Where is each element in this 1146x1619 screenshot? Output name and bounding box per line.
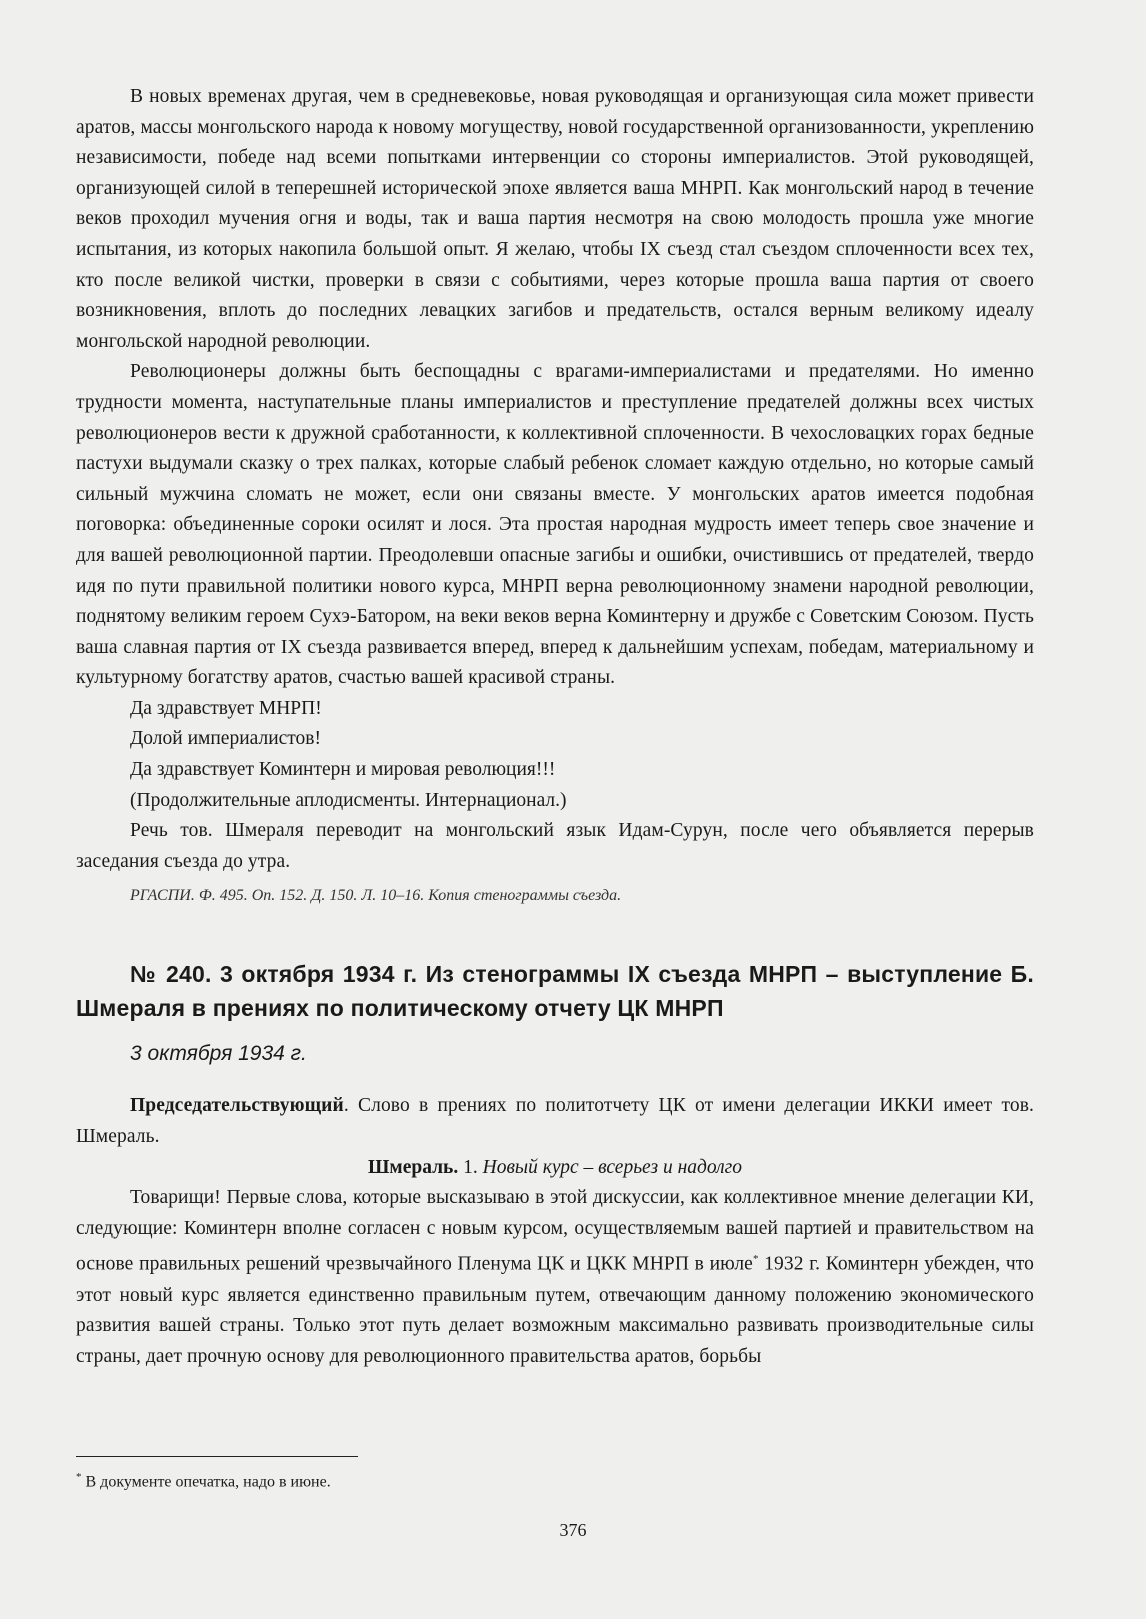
chair-label: Председательствующий xyxy=(130,1095,344,1117)
paragraph-3: Речь тов. Шмераля переводит на монгольский язык Идам-Сурун, после чего объявляется перерыв заседания съезда до утра. xyxy=(76,820,1034,872)
paragraph-4-part-2: 1932 г. Коминтерн убежден, что этот новый курс является единственно правильным путем, отвечающим данному положению экономического развития вашей страны. Только этот путь делает возможным максимально развивать производительные силы страны, дает прочную основу для революционного правительства аратов, борьбы xyxy=(76,1253,1034,1367)
applause-note: (Продолжительные аплодисменты. Интернационал.) xyxy=(130,789,567,811)
chair-paragraph xyxy=(76,1091,1034,1152)
footnote-marker: * xyxy=(752,1253,759,1266)
section-title: Новый курс – всерьез и надолго xyxy=(482,1156,742,1178)
document-date: 3 октября 1934 г. xyxy=(130,1042,307,1066)
speaker-section-line xyxy=(76,1153,1034,1184)
chair-text: . Слово в прениях по политотчету ЦК от имени делегации ИККИ имеет тов. Шмераль. xyxy=(76,1095,1034,1148)
speaker-label: Шмераль. xyxy=(368,1156,459,1178)
footnote-star: * xyxy=(76,1471,82,1483)
paragraph-2: Революционеры должны быть беспощадны с врагами-империалистами и предателями. Но именно трудности момента, наступательные планы империалистов и преступление предателей должны всех чистых революционеров вести к дружной сработанности, к коллективной сплоченности. В чехословацких горах бедные пастухи выдумали сказку о трех палках, которые слабый ребенок сломает каждую отдельно, но которые самый сильный мужчина сломать не может, если они связаны вместе. У монгольских аратов имеется подобная поговорка: объединенные сороки осилят и лося. Эта простая народная мудрость имеет теперь свое значение и для вашей революционной партии. Преодолевши опасные загибы и ошибки, очистившись от предателей, твердо идя по пути правильной политики нового курса, МНРП верна революционному знамени народной революции, поднятому великим героем Сухэ-Батором, на веки веков верна Коминтерну и дружбе с Советским Союзом. Пусть ваша славная партия от IX съезда развивается вперед, вперед к дальнейшим успехам, победам, материальному и культурному богатству аратов, счастью вашей красивой страны. xyxy=(76,361,1034,689)
footnote-divider xyxy=(76,1456,358,1457)
footnote xyxy=(76,1466,776,1493)
document-heading: № 240. 3 октября 1934 г. Из стенограммы IX съезда МНРП – выступление Б. Шмераля в прениях по политическому отчету ЦК МНРП xyxy=(76,961,1034,1022)
page-body xyxy=(76,82,1034,1372)
section-number: 1. xyxy=(458,1156,483,1178)
footnote-text: В документе опечатка, надо в июне. xyxy=(81,1473,331,1491)
page-number: 376 xyxy=(559,1520,587,1540)
slogan-2: Долой империалистов! xyxy=(130,728,322,750)
paragraph-4 xyxy=(76,1183,1034,1372)
paragraph-1: В новых временах другая, чем в средневековье, новая руководящая и организующая сила может привести аратов, массы монгольского народа к новому могуществу, новой государственной организованности, укреплению независимости, победе над всеми попытками интервенции со стороны империалистов. Этой руководящей, организующей силой в теперешней исторической эпохе является ваша МНРП. Как монгольский народ в течение веков проходил мучения огня и воды, так и ваша партия несмотря на свою молодость прошла уже многие испытания, из которых накопила большой опыт. Я желаю, чтобы IX съезд стал съездом сплоченности всех тех, кто после великой чистки, проверки в связи с событиями, через которые прошла ваша партия от своего возникновения, вплоть до последних левацких загибов и предательств, остался верным великому идеалу монгольской народной революции. xyxy=(76,86,1034,352)
slogan-1: Да здравствует МНРП! xyxy=(130,697,322,719)
archive-source-reference: РГАСПИ. Ф. 495. Оп. 152. Д. 150. Л. 10–16. Копия стенограммы съезда. xyxy=(130,887,622,905)
slogan-3: Да здравствует Коминтерн и мировая революция!!! xyxy=(130,759,556,781)
paragraph-4-part-1: Товарищи! Первые слова, которые высказываю в этой дискуссии, как коллективное мнение делегации КИ, следующие: Коминтерн вполне согласен с новым курсом, осуществляемым вашей партией и правительством на основе правильных решений чрезвычайного Пленума ЦК и ЦКК МНРП в июле xyxy=(76,1187,1034,1275)
